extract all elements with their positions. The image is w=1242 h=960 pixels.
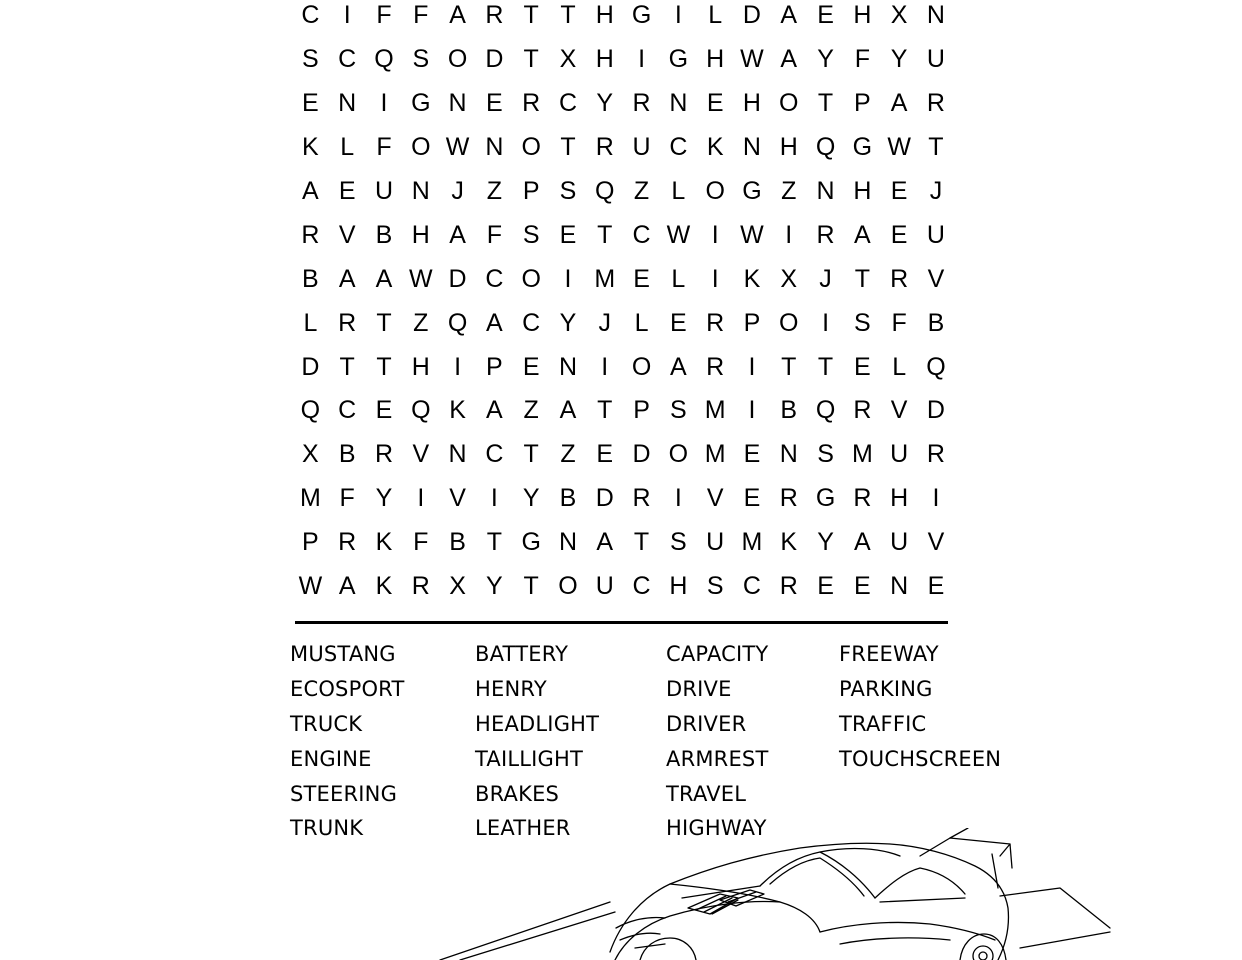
grid-letter-cell[interactable]: C	[301, 1, 320, 30]
word-item: MUSTANG	[290, 642, 396, 666]
grid-letter-cell[interactable]: A	[338, 572, 356, 601]
grid-letter-cell[interactable]: T	[633, 528, 650, 557]
grid-letter-cell[interactable]: Y	[486, 572, 503, 601]
grid-letter-cell[interactable]: M	[704, 396, 726, 425]
grid-letter-cell[interactable]: S	[817, 440, 834, 469]
grid-letter-cell[interactable]: O	[631, 352, 652, 381]
word-item: HEADLIGHT	[475, 711, 600, 736]
grid-letter-cell[interactable]: G	[668, 45, 689, 74]
grid-row	[292, 82, 956, 126]
grid-letter-cell[interactable]: O	[668, 440, 689, 469]
grid-letter-cell[interactable]: W	[887, 133, 911, 162]
grid-letter-cell[interactable]: I	[932, 484, 940, 513]
grid-letter-cell[interactable]: A	[449, 1, 466, 30]
grid-row	[292, 565, 956, 609]
grid-letter-cell[interactable]: V	[927, 528, 945, 557]
grid-letter-cell[interactable]: U	[926, 220, 945, 249]
grid-letter-cell[interactable]: B	[375, 220, 393, 249]
word-item: TAILLIGHT	[475, 746, 584, 771]
word-item: PARKING	[839, 676, 933, 701]
grid-letter-cell[interactable]: T	[339, 352, 355, 381]
grid-letter-cell[interactable]: P	[522, 177, 540, 205]
grid-letter-cell[interactable]: A	[854, 220, 871, 249]
grid-letter-cell[interactable]: B	[449, 528, 466, 557]
grid-letter-cell[interactable]: Y	[375, 484, 393, 513]
grid-letter-cell[interactable]: N	[890, 572, 909, 601]
grid-letter-cell[interactable]: C	[632, 220, 651, 249]
grid-letter-cell[interactable]: O	[779, 89, 799, 118]
word-item: BRAKES	[475, 781, 560, 806]
grid-letter-cell[interactable]: E	[338, 177, 356, 205]
grid-letter-cell[interactable]: E	[854, 352, 871, 381]
grid-letter-cell[interactable]: S	[559, 177, 577, 205]
grid-letter-cell[interactable]: Z	[781, 177, 797, 205]
grid-letter-cell[interactable]: L	[303, 308, 318, 337]
grid-letter-cell[interactable]: E	[817, 1, 834, 30]
grid-letter-cell[interactable]: H	[411, 220, 430, 249]
grid-letter-cell[interactable]: U	[595, 572, 614, 601]
grid-letter-cell[interactable]: A	[338, 264, 356, 293]
grid-letter-cell[interactable]: L	[340, 133, 355, 162]
grid-letter-cell[interactable]: Q	[300, 396, 321, 425]
grid-letter-cell[interactable]: I	[454, 352, 462, 381]
grid-letter-cell[interactable]: O	[558, 572, 578, 601]
word-item: FREEWAY	[839, 642, 939, 666]
grid-letter-cell[interactable]: K	[706, 133, 724, 162]
grid-letter-cell[interactable]: M	[299, 484, 321, 513]
grid-letter-cell[interactable]: I	[785, 220, 793, 249]
grid-letter-cell[interactable]: R	[595, 133, 614, 162]
word-item: ARMREST	[666, 746, 769, 771]
grid-letter-cell[interactable]: Z	[633, 177, 650, 205]
grid-letter-cell[interactable]: A	[486, 396, 503, 425]
grid-letter-cell[interactable]: T	[376, 352, 392, 381]
letter-grid[interactable]	[292, 0, 956, 608]
grid-letter-cell[interactable]: K	[375, 528, 393, 557]
grid-letter-cell[interactable]: D	[926, 396, 945, 425]
grid-letter-cell[interactable]: T	[597, 396, 613, 425]
grid-letter-cell[interactable]: B	[338, 440, 356, 469]
grid-letter-cell[interactable]: T	[781, 352, 797, 381]
word-column-4	[839, 637, 1001, 777]
grid-letter-cell[interactable]: L	[708, 1, 723, 30]
word-item: BATTERY	[475, 642, 569, 666]
grid-letter-cell[interactable]: N	[816, 177, 835, 205]
grid-letter-cell[interactable]: T	[817, 352, 834, 381]
grid-letter-cell[interactable]: T	[523, 1, 539, 30]
grid-letter-cell[interactable]: P	[302, 528, 319, 557]
grid-letter-cell[interactable]: P	[486, 352, 503, 381]
grid-letter-cell[interactable]: K	[302, 133, 319, 162]
grid-letter-cell[interactable]: V	[412, 440, 430, 469]
word-item: DRIVER	[666, 711, 747, 736]
grid-letter-cell[interactable]: Y	[596, 89, 614, 118]
grid-letter-cell[interactable]: G	[631, 1, 652, 30]
grid-letter-cell[interactable]: Z	[560, 440, 576, 469]
word-item: DRIVE	[666, 676, 732, 701]
grid-letter-cell[interactable]: E	[890, 177, 908, 205]
grid-letter-cell[interactable]: E	[817, 572, 834, 601]
grid-letter-cell[interactable]: G	[852, 133, 873, 162]
grid-letter-cell[interactable]: H	[853, 177, 872, 205]
grid-letter-cell[interactable]: F	[339, 484, 355, 513]
grid-letter-cell[interactable]: A	[890, 89, 908, 118]
word-item: CAPACITY	[666, 642, 769, 666]
grid-letter-cell[interactable]: A	[375, 264, 393, 293]
grid-letter-cell[interactable]: R	[522, 89, 541, 118]
grid-letter-cell[interactable]: A	[596, 528, 614, 557]
grid-letter-cell[interactable]: R	[816, 220, 835, 249]
grid-row	[292, 389, 956, 433]
grid-letter-cell[interactable]: C	[742, 572, 761, 601]
grid-letter-cell[interactable]: B	[780, 396, 798, 425]
grid-letter-cell[interactable]: B	[559, 484, 577, 513]
grid-letter-cell[interactable]: O	[705, 177, 725, 205]
grid-letter-cell[interactable]: Q	[595, 177, 615, 205]
grid-letter-cell[interactable]: M	[741, 528, 763, 557]
grid-letter-cell[interactable]: J	[451, 177, 464, 205]
grid-letter-cell[interactable]: I	[417, 484, 425, 513]
grid-letter-cell[interactable]: O	[447, 45, 468, 74]
grid-letter-cell[interactable]: N	[411, 177, 430, 205]
grid-letter-cell[interactable]: W	[445, 133, 470, 162]
grid-letter-cell[interactable]: R	[926, 440, 945, 469]
grid-letter-cell[interactable]: I	[674, 1, 682, 30]
grid-letter-cell[interactable]: H	[706, 45, 725, 74]
grid-letter-cell[interactable]: J	[819, 264, 832, 293]
grid-letter-cell[interactable]: N	[448, 440, 467, 469]
grid-letter-cell[interactable]: X	[780, 264, 798, 293]
grid-letter-cell[interactable]: T	[597, 220, 613, 249]
grid-letter-cell[interactable]: H	[595, 45, 614, 74]
grid-letter-cell[interactable]: S	[670, 528, 687, 557]
grid-letter-cell[interactable]: U	[706, 528, 725, 557]
word-item: ENGINE	[290, 746, 372, 771]
divider-line	[295, 621, 948, 624]
grid-row	[292, 345, 956, 389]
grid-letter-cell[interactable]: C	[485, 264, 504, 293]
grid-letter-cell[interactable]: T	[854, 264, 870, 293]
grid-letter-cell[interactable]: O	[521, 264, 541, 293]
grid-letter-cell[interactable]: F	[413, 1, 429, 30]
grid-row	[292, 126, 956, 170]
grid-letter-cell[interactable]: L	[671, 264, 686, 293]
grid-letter-cell[interactable]: R	[338, 308, 357, 337]
grid-letter-cell[interactable]: I	[748, 352, 756, 381]
grid-letter-cell[interactable]: K	[780, 528, 798, 557]
grid-letter-cell[interactable]: F	[891, 308, 907, 337]
word-item: TRUCK	[290, 711, 363, 736]
grid-letter-cell[interactable]: P	[854, 89, 871, 118]
grid-letter-cell[interactable]: R	[926, 89, 945, 118]
grid-letter-cell[interactable]: C	[338, 396, 357, 425]
grid-letter-cell[interactable]: A	[559, 396, 577, 425]
grid-row	[292, 301, 956, 345]
grid-letter-cell[interactable]: E	[522, 352, 540, 381]
grid-letter-cell[interactable]: L	[634, 308, 649, 337]
grid-row	[292, 433, 956, 477]
grid-letter-cell[interactable]: I	[674, 484, 682, 513]
grid-letter-cell[interactable]: T	[560, 1, 576, 30]
grid-letter-cell[interactable]: E	[670, 308, 687, 337]
grid-letter-cell[interactable]: X	[302, 440, 319, 469]
grid-letter-cell[interactable]: K	[375, 572, 393, 601]
word-item: TOUCHSCREEN	[839, 746, 1002, 771]
word-item: LEATHER	[475, 816, 571, 841]
grid-letter-cell[interactable]: Q	[374, 45, 394, 74]
grid-letter-cell[interactable]: R	[485, 1, 504, 30]
grid-letter-cell[interactable]: A	[449, 220, 466, 249]
grid-letter-cell[interactable]: S	[412, 45, 430, 74]
grid-letter-cell[interactable]: I	[711, 264, 719, 293]
word-column-1	[290, 637, 404, 846]
grid-letter-cell[interactable]: C	[558, 89, 577, 118]
grid-letter-cell[interactable]: O	[521, 133, 541, 162]
grid-letter-cell[interactable]: C	[485, 440, 504, 469]
grid-letter-cell[interactable]: Y	[559, 308, 577, 337]
grid-letter-cell[interactable]: R	[338, 528, 357, 557]
grid-letter-cell[interactable]: M	[704, 440, 726, 469]
grid-letter-cell[interactable]: I	[564, 264, 572, 293]
grid-letter-cell[interactable]: I	[748, 396, 756, 425]
grid-letter-cell[interactable]: N	[338, 89, 357, 118]
grid-letter-cell[interactable]: T	[523, 572, 539, 601]
grid-letter-cell[interactable]: N	[558, 528, 577, 557]
grid-letter-cell[interactable]: R	[632, 484, 651, 513]
grid-letter-cell[interactable]: G	[411, 89, 431, 118]
grid-letter-cell[interactable]: L	[671, 177, 686, 205]
grid-letter-cell[interactable]: N	[926, 1, 945, 30]
grid-letter-cell[interactable]: A	[302, 177, 319, 205]
grid-letter-cell[interactable]: E	[743, 440, 761, 469]
grid-letter-cell[interactable]: I	[343, 1, 351, 30]
grid-letter-cell[interactable]: L	[892, 352, 907, 381]
grid-letter-cell[interactable]: N	[779, 440, 798, 469]
grid-letter-cell[interactable]: E	[596, 440, 614, 469]
grid-row	[292, 170, 956, 214]
word-item: HIGHWAY	[666, 816, 767, 841]
grid-letter-cell[interactable]: A	[854, 528, 871, 557]
grid-letter-cell[interactable]: O	[779, 308, 799, 337]
grid-row	[292, 213, 956, 257]
grid-letter-cell[interactable]: W	[298, 572, 323, 601]
grid-letter-cell[interactable]: K	[449, 396, 466, 425]
grid-letter-cell[interactable]: Y	[817, 45, 834, 74]
grid-letter-cell[interactable]: H	[779, 133, 798, 162]
grid-letter-cell[interactable]: I	[711, 220, 719, 249]
grid-letter-cell[interactable]: Y	[817, 528, 834, 557]
grid-letter-cell[interactable]: T	[817, 89, 834, 118]
grid-letter-cell[interactable]: F	[413, 528, 429, 557]
grid-letter-cell[interactable]: S	[854, 308, 871, 337]
grid-letter-cell[interactable]: F	[376, 133, 392, 162]
grid-letter-cell[interactable]: N	[485, 133, 504, 162]
word-item: HENRY	[475, 676, 547, 701]
grid-letter-cell[interactable]: D	[485, 45, 504, 74]
grid-letter-cell[interactable]: B	[302, 264, 319, 293]
grid-letter-cell[interactable]: N	[669, 89, 688, 118]
grid-letter-cell[interactable]: U	[926, 45, 945, 74]
grid-letter-cell[interactable]: Q	[926, 352, 946, 381]
grid-letter-cell[interactable]: T	[523, 440, 539, 469]
grid-letter-cell[interactable]: O	[411, 133, 431, 162]
grid-letter-cell[interactable]: G	[742, 177, 762, 205]
grid-letter-cell[interactable]: A	[670, 352, 687, 381]
grid-letter-cell[interactable]: R	[779, 484, 798, 513]
grid-letter-cell[interactable]: I	[380, 89, 388, 118]
grid-letter-cell[interactable]: R	[853, 484, 872, 513]
grid-letter-cell[interactable]: U	[374, 177, 394, 205]
grid-letter-cell[interactable]: G	[521, 528, 541, 557]
grid-letter-cell[interactable]: E	[743, 484, 761, 513]
grid-letter-cell[interactable]: Q	[815, 133, 836, 162]
grid-letter-cell[interactable]: I	[601, 352, 609, 381]
grid-letter-cell[interactable]: V	[449, 484, 466, 513]
grid-letter-cell[interactable]: I	[490, 484, 498, 513]
grid-letter-cell[interactable]: Z	[486, 177, 503, 205]
grid-letter-cell[interactable]: E	[486, 89, 503, 118]
grid-letter-cell[interactable]: H	[853, 1, 872, 30]
grid-letter-cell[interactable]: E	[302, 89, 319, 118]
grid-row	[292, 0, 956, 38]
grid-letter-cell[interactable]: R	[779, 572, 798, 601]
grid-letter-cell[interactable]: S	[522, 220, 540, 249]
grid-letter-cell[interactable]: D	[301, 352, 320, 381]
grid-letter-cell[interactable]: U	[632, 133, 651, 162]
word-column-3	[666, 637, 769, 846]
grid-letter-cell[interactable]: H	[890, 484, 909, 513]
grid-letter-cell[interactable]: Z	[523, 396, 539, 425]
grid-letter-cell[interactable]: R	[301, 220, 320, 249]
grid-letter-cell[interactable]: H	[742, 89, 761, 118]
grid-letter-cell[interactable]: C	[632, 572, 651, 601]
grid-letter-cell[interactable]: Z	[413, 308, 429, 337]
grid-letter-cell[interactable]: B	[927, 308, 945, 337]
grid-letter-cell[interactable]: X	[449, 572, 466, 601]
grid-letter-cell[interactable]: R	[853, 396, 872, 425]
grid-letter-cell[interactable]: R	[374, 440, 394, 469]
grid-letter-cell[interactable]: R	[890, 264, 909, 293]
grid-letter-cell[interactable]: K	[743, 264, 761, 293]
grid-letter-cell[interactable]: V	[706, 484, 724, 513]
grid-letter-cell[interactable]: E	[633, 264, 650, 293]
grid-letter-cell[interactable]: A	[486, 308, 503, 337]
grid-letter-cell[interactable]: T	[560, 133, 576, 162]
grid-letter-cell[interactable]: T	[523, 45, 539, 74]
grid-letter-cell[interactable]: V	[927, 264, 945, 293]
grid-letter-cell[interactable]: T	[376, 308, 392, 337]
grid-letter-cell[interactable]: F	[854, 45, 870, 74]
grid-letter-cell[interactable]: G	[815, 484, 836, 513]
grid-letter-cell[interactable]: N	[448, 89, 467, 118]
grid-row	[292, 477, 956, 521]
grid-letter-cell[interactable]: F	[376, 1, 392, 30]
grid-letter-cell[interactable]: Q	[447, 308, 468, 337]
grid-letter-cell[interactable]: S	[670, 396, 687, 425]
word-item: STEERING	[290, 781, 398, 806]
grid-letter-cell[interactable]: E	[927, 572, 945, 601]
grid-letter-cell[interactable]: R	[706, 352, 725, 381]
grid-letter-cell[interactable]: N	[558, 352, 577, 381]
grid-letter-cell[interactable]: S	[302, 45, 319, 74]
grid-letter-cell[interactable]: W	[666, 220, 691, 249]
grid-letter-cell[interactable]: D	[632, 440, 651, 469]
grid-letter-cell[interactable]: H	[669, 572, 688, 601]
grid-letter-cell[interactable]: E	[559, 220, 577, 249]
grid-letter-cell[interactable]: T	[928, 133, 944, 162]
grid-letter-cell[interactable]: E	[890, 220, 908, 249]
grid-row	[292, 38, 956, 82]
sports-car-illustration	[420, 828, 1120, 960]
word-column-2	[475, 637, 599, 846]
grid-letter-cell[interactable]: S	[706, 572, 724, 601]
grid-letter-cell[interactable]: H	[411, 352, 430, 381]
grid-letter-cell[interactable]: F	[486, 220, 503, 249]
word-item: ECOSPORT	[290, 676, 405, 701]
grid-letter-cell[interactable]: Y	[890, 45, 908, 74]
grid-letter-cell[interactable]: D	[595, 484, 614, 513]
grid-letter-cell[interactable]: U	[890, 440, 909, 469]
word-item: TRAFFIC	[839, 711, 927, 736]
grid-letter-cell[interactable]: M	[851, 440, 873, 469]
grid-letter-cell[interactable]: X	[559, 45, 577, 74]
grid-letter-cell[interactable]: R	[632, 89, 651, 118]
word-item: TRUNK	[290, 816, 364, 841]
grid-letter-cell[interactable]: U	[890, 528, 909, 557]
grid-letter-cell[interactable]: I	[822, 308, 830, 337]
grid-letter-cell[interactable]: C	[522, 308, 541, 337]
grid-letter-cell[interactable]: J	[598, 308, 612, 337]
grid-letter-cell[interactable]: R	[411, 572, 430, 601]
grid-letter-cell[interactable]: C	[669, 133, 688, 162]
grid-letter-cell[interactable]: E	[706, 89, 724, 118]
grid-letter-cell[interactable]: R	[706, 308, 725, 337]
grid-letter-cell[interactable]: V	[890, 396, 908, 425]
grid-letter-cell[interactable]: P	[743, 308, 761, 337]
grid-letter-cell[interactable]: D	[448, 264, 467, 293]
grid-row	[292, 257, 956, 301]
grid-letter-cell[interactable]: T	[486, 528, 503, 557]
grid-letter-cell[interactable]: E	[375, 396, 393, 425]
grid-letter-cell[interactable]: E	[854, 572, 871, 601]
grid-letter-cell[interactable]: Q	[411, 396, 431, 425]
grid-letter-cell[interactable]: Q	[815, 396, 836, 425]
grid-letter-cell[interactable]: J	[929, 177, 943, 205]
grid-letter-cell[interactable]: W	[408, 264, 433, 293]
grid-letter-cell[interactable]: W	[740, 220, 764, 249]
word-item: TRAVEL	[666, 781, 747, 806]
grid-letter-cell[interactable]: A	[780, 45, 798, 74]
grid-letter-cell[interactable]: Y	[522, 484, 540, 513]
grid-letter-cell[interactable]: N	[742, 133, 761, 162]
grid-letter-cell[interactable]: M	[594, 264, 616, 293]
grid-row	[292, 521, 956, 565]
grid-letter-cell[interactable]: C	[338, 45, 357, 74]
grid-letter-cell[interactable]: V	[338, 220, 356, 249]
grid-letter-cell[interactable]: A	[780, 1, 798, 30]
grid-letter-cell[interactable]: D	[742, 1, 761, 30]
grid-letter-cell[interactable]: I	[638, 45, 646, 74]
grid-letter-cell[interactable]: X	[890, 1, 908, 30]
grid-letter-cell[interactable]: W	[740, 45, 764, 74]
grid-letter-cell[interactable]: P	[633, 396, 650, 425]
grid-letter-cell[interactable]: H	[595, 1, 614, 30]
